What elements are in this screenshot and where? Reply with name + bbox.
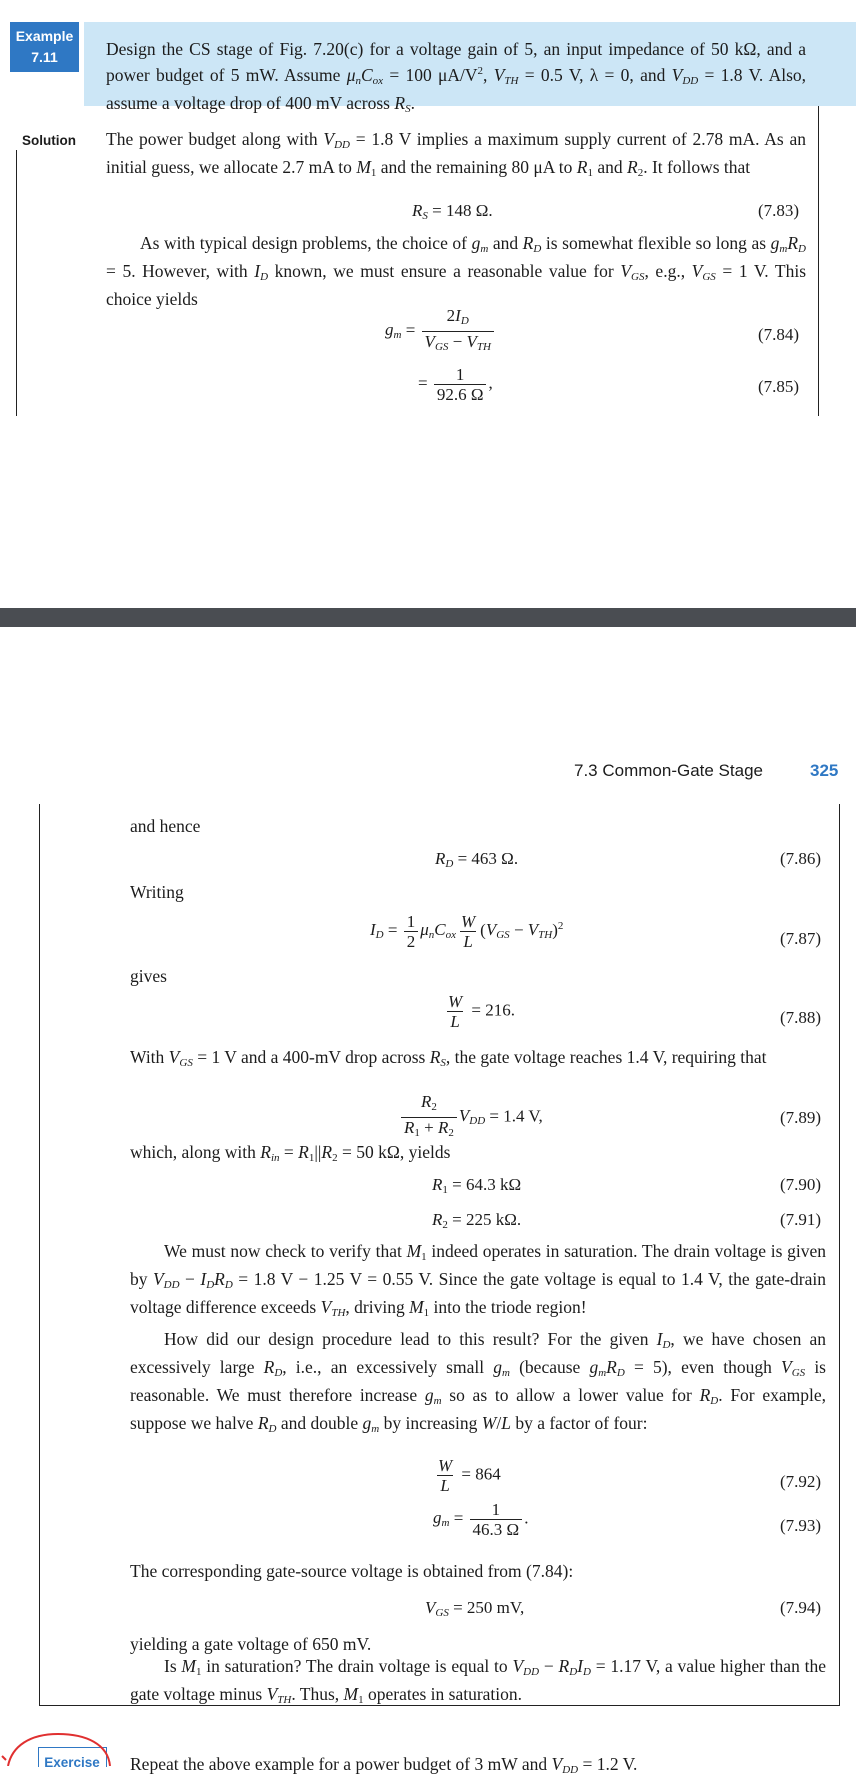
page2-left-rule [39,804,40,1706]
text-is-saturation: Is $M_1$ in saturation? The drain voltage is equal to $V_{DD} - R_DI_D = 1.17$ V, a value higher than the gate voltage minus $V_{TH}$. Thus, $M_1$ operates in saturation. [130,1656,826,1706]
text-along-with: which, along with $R_{in} = R_1||R_2 = 50$ kΩ, yields [130,1142,451,1164]
exercise-label: Exercise [44,1755,100,1770]
text-and-hence: and hence [130,816,201,836]
equation-7-94: $V_{GS} = 250$ mV, [425,1598,525,1619]
solution-paragraph-2: As with typical design problems, the choice of $g_m$ and $R_D$ is somewhat flexible so long as $g_mR_D = 5$. However, with $I_D$ known, we must ensure a reasonable value for $V_{GS}$, e.g., $V_{GS} = 1$ V. This choice yields [106,233,807,309]
eqnum-7-88: (7.88) [780,1008,822,1027]
equation-7-89: $\frac{R_2}{R_1 + R_2}$ $V_{DD} = 1.4$ V, [399,1092,543,1143]
equation-7-85: = $\frac{1}{92.6 \Omega}$ , [418,365,493,404]
eqnum-7-86: (7.86) [780,849,822,868]
eqnum-7-87: (7.87) [780,929,822,948]
text-gate-voltage: With $V_{GS} = 1$ V and a 400-mV drop across $R_S$, the gate voltage reaches 1.4 V, requiring that [130,1047,767,1069]
eqnum-7-85: (7.85) [758,377,800,396]
equation-7-91: $R_2 = 225$ kΩ. [432,1210,522,1231]
page-divider [0,608,856,627]
red-annotation-circle [0,1730,120,1766]
eqnum-7-83: (7.83) [758,201,800,220]
running-header-section: 7.3 Common-Gate Stage [574,761,763,780]
equation-7-84: $g_m$ = $\frac{2I_D}{V_{GS} - V_{TH}}$ [385,306,496,357]
eqnum-7-90: (7.90) [780,1175,822,1194]
solution-paragraph-1: The power budget along with $V_{DD} = 1.8$ V implies a maximum supply current of 2.78 mA. As an initial guess, we allocate 2.7 mA to $M_1$ and the remaining 80 μA to $R_1$ and $R_2$. It follows that [106,129,806,179]
eqnum-7-84: (7.84) [758,325,800,344]
page-number: 325 [810,761,839,780]
exercise-text: Repeat the above example for a power budget of 3 mW and $V_{DD} = 1.2$ V. [130,1754,638,1776]
equation-7-83: $R_S = 148$ Ω. [412,201,493,222]
text-check-saturation: We must now check to verify that $M_1$ indeed operates in saturation. The drain voltage is given by $V_{DD} - I_DR_D = 1.8$ V − 1.25 V = 0.55 V. Since the gate voltage is equal to 1.4 V, the gate-drain voltage difference exceeds $V_{TH}$, driving $M_1$ into the triode region! [130,1241,826,1319]
example-number: 7.11 [31,49,58,65]
text-gives: gives [130,966,167,986]
eqnum-7-89: (7.89) [780,1108,822,1127]
eqnum-7-94: (7.94) [780,1598,822,1617]
equation-7-93: $g_m$ = $\frac{1}{46.3 \Omega}$ . [433,1500,529,1539]
eqnum-7-92: (7.92) [780,1472,822,1491]
text-writing: Writing [130,882,184,902]
eqnum-7-93: (7.93) [780,1516,822,1535]
equation-7-86: $R_D = 463$ Ω. [435,849,519,870]
text-corresponding: The corresponding gate-source voltage is obtained from (7.84): [130,1561,574,1581]
text-design-procedure: How did our design procedure lead to this result? For the given $I_D$, we have chosen an excessively large $R_D$, i.e., an excessively small $g_m$ (because $g_mR_D = 5$), even though $V_{GS}$ is reasonable. We must therefore increase $g_m$ so as to allow a lower value for $R_D$. For example, suppose we halve $R_D$ and double $g_m$ by increasing W/L by a factor of four: [130,1329,827,1435]
example-label: Example [15,28,74,44]
solution-label: Solution [22,133,76,148]
equation-7-92: $\frac{W}{L}$ = 864 [438,1456,501,1495]
text-yielding: yielding a gate voltage of 650 mV. [130,1634,372,1654]
eqnum-7-91: (7.91) [780,1210,822,1229]
equation-7-88: $\frac{W}{L}$ = 216. [448,992,516,1031]
example-statement: Design the CS stage of Fig. 7.20(c) for a voltage gain of 5, an input impedance of 50 kΩ, and a power budget of 5 mW. Assume $\mu_nC_{ox} = 100$ $\mu A/V^2$, $V_{TH} = 0.5$ V, λ = 0, and $V_{DD} = 1.8$ V. Also, assume a voltage drop of 400 mV across $R_S$. [106,39,807,115]
solution-vertical-rule [16,150,17,416]
right-vertical-rule [818,106,819,416]
equation-7-90: $R_1 = 64.3$ kΩ [432,1175,522,1196]
equation-7-87: $I_D$ = $\frac{1}{2}$ $\mu_nC_{ox}$ $\frac{W}{L}$ $(V_{GS} - V_{TH})^2$ [370,912,564,951]
page2-right-rule [839,804,840,1706]
